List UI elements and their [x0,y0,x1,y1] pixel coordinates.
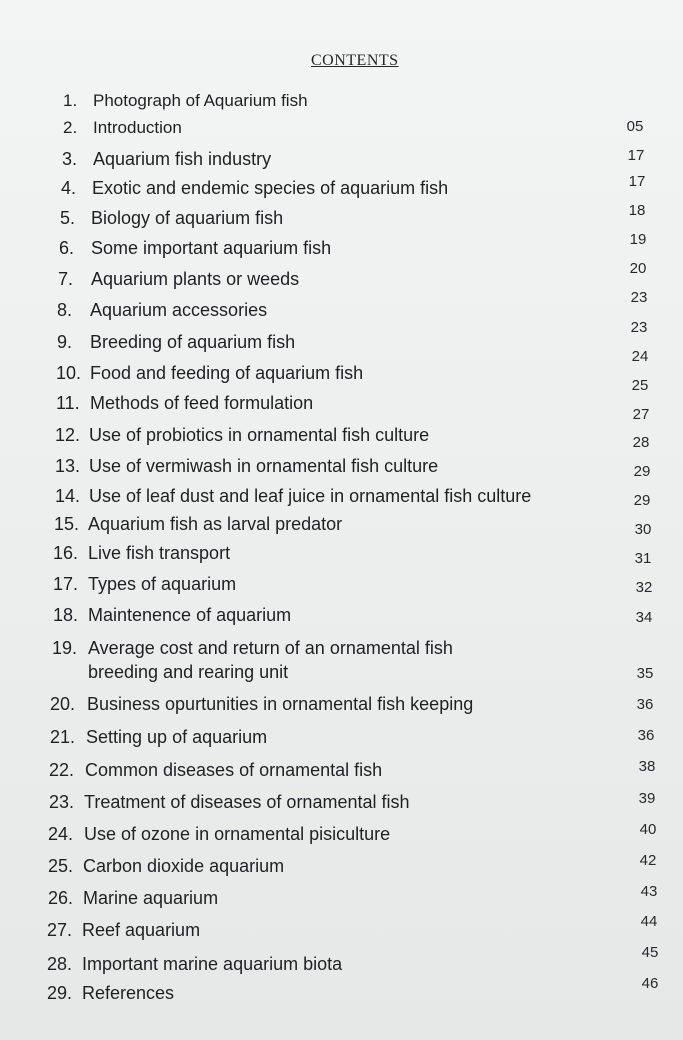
toc-entry-14: 14. Use of leaf dust and leaf juice in ornamental fish culture [55,486,532,506]
toc-entry-24: 24. Use of ozone in ornamental pisiculture [48,824,391,844]
page-number: 45 [641,944,659,961]
page-number: 43 [640,883,658,900]
page-number: 40 [639,821,657,838]
toc-entry-11: 11. Methods of feed formulation [56,393,314,413]
page-number: 19 [629,231,647,248]
page-number: 46 [641,975,659,992]
toc-entry-20: 20. Business opurtunities in ornamental fish keeping [50,694,474,714]
page-number: 42 [639,852,657,869]
toc-entry-8: 8. Aquarium accessories [57,300,268,320]
toc-entry-21: 21. Setting up of aquarium [50,727,268,747]
page-number: 32 [635,579,653,596]
toc-entry-26: 26. Marine aquarium [48,888,219,908]
toc-entry-23: 23. Treatment of diseases of ornamental fish [49,792,410,812]
toc-entry-28: 28. Important marine aquarium biota [47,954,343,974]
page-number: 23 [630,289,648,306]
page-number: 20 [629,260,647,277]
toc-entry-10: 10. Food and feeding of aquarium fish [56,363,364,383]
page-number: 34 [635,609,653,626]
page-number: 28 [632,434,650,451]
page-number: 24 [631,348,649,365]
toc-entry-25: 25. Carbon dioxide aquarium [48,856,285,876]
page-number: 30 [634,521,652,538]
toc-entry-5: 5. Biology of aquarium fish [60,208,284,228]
page-number: 05 [626,118,644,135]
toc-entry-7: 7. Aquarium plants or weeds [58,269,300,289]
page-number: 31 [634,550,652,567]
page-number: 17 [627,147,645,164]
page-number: 38 [638,758,656,775]
toc-entry-22: 22. Common diseases of ornamental fish [49,760,383,780]
toc-entry-29: 29. References [47,983,175,1003]
toc-entry-19: 19. Average cost and return of an ornamental fish breeding and rearing unit [52,638,453,682]
page-number: 39 [638,790,656,807]
page-number: 44 [640,913,658,930]
page-number: 36 [636,696,654,713]
page-number: 25 [631,377,649,394]
toc-entry-1: 1. Photograph of Aquarium fish [63,91,308,110]
toc-entry-12: 12. Use of probiotics in ornamental fish culture [55,425,430,445]
toc-entry-6: 6. Some important aquarium fish [59,238,332,258]
page-number: 29 [633,492,651,509]
page-number: 27 [632,406,650,423]
page-title: CONTENTS [311,52,399,69]
toc-entry-3: 3. Aquarium fish industry [62,149,272,169]
toc-entry-16: 16. Live fish transport [53,543,231,563]
page-number: 23 [630,319,648,336]
toc-entry-2: 2. Introduction [63,118,182,137]
toc-entry-9: 9. Breeding of aquarium fish [57,332,296,352]
toc-entry-13: 13. Use of vermiwash in ornamental fish culture [55,456,439,476]
toc-entry-17: 17. Types of aquarium [53,574,237,594]
toc-entry-15: 15. Aquarium fish as larval predator [54,514,343,534]
toc-entry-4: 4. Exotic and endemic species of aquarium fish [61,178,449,198]
page-number: 35 [636,665,654,682]
toc-entry-18: 18. Maintenence of aquarium [53,605,292,625]
page-number: 29 [633,463,651,480]
page-number: 36 [637,727,655,744]
toc-entry-27: 27. Reef aquarium [47,920,201,940]
page-number: 17 [628,173,646,190]
page-number: 18 [628,202,646,219]
